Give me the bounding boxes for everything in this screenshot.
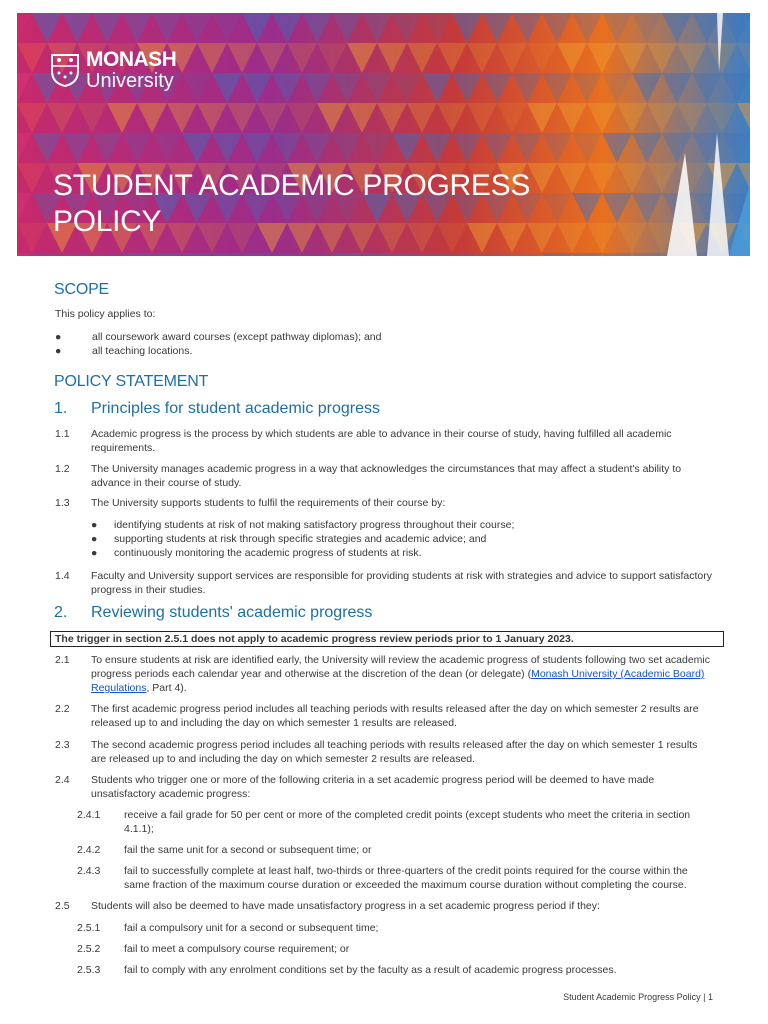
trigger-notice-box: The trigger in section 2.5.1 does not apply to academic progress review periods prior to 1 January 2023. <box>50 631 724 647</box>
clause-1-1: 1.1 Academic progress is the process by which students are able to advance in their course of study, having fulfilled all academic requirements. <box>55 428 672 454</box>
scope-bullet: ● all teaching locations. <box>55 345 193 357</box>
banner-tile <box>62 253 92 256</box>
clause-2-5-1: 2.5.1 fail a compulsory unit for a second or subsequent time; <box>77 922 379 934</box>
banner-tile <box>122 253 152 256</box>
banner-tile <box>332 253 362 256</box>
banner-tile <box>182 253 212 256</box>
title-line-1: STUDENT ACADEMIC PROGRESS <box>53 169 531 202</box>
clause-1-4: 1.4 Faculty and University support services are responsible for providing students at risk with strategies and advice to support satisfactory progress in their studies. <box>55 570 712 596</box>
banner-tile <box>212 253 242 256</box>
clause-2-4-3: 2.4.3 fail to successfully complete at least half, two-thirds or three-quarters of the credit points required for the course within the same fraction of the maximum course duration or exceeded the maximum course duration without completing the course. <box>77 865 688 891</box>
clause-2-2: 2.2 The first academic progress period includes all teaching periods with results released after the day on which semester 2 results are released up to and including the day on which semester 1 results are released. <box>55 703 699 729</box>
policy-statement-heading: POLICY STATEMENT <box>54 373 209 390</box>
logo-word-university: University <box>86 70 174 92</box>
scope-heading: SCOPE <box>54 281 110 298</box>
banner-tile <box>362 253 392 256</box>
banner-tile <box>92 253 122 256</box>
document-title <box>53 168 530 240</box>
clause-1-3: 1.3 The University supports students to fulfil the requirements of their course by: <box>55 497 446 509</box>
banner-tile <box>512 253 542 256</box>
banner-tile <box>482 253 512 256</box>
banner-tile <box>17 253 32 256</box>
scope-intro: This policy applies to: <box>55 308 156 320</box>
banner-tile <box>302 253 332 256</box>
clause-2-5: 2.5 Students will also be deemed to have made unsatisfactory progress in a set academic progress period if they: <box>55 900 600 912</box>
logo-word-monash: MONASH <box>86 48 177 71</box>
clause-1-3-bullet: ● identifying students at risk of not making satisfactory progress throughout their course; <box>91 519 515 531</box>
banner-tile <box>422 253 452 256</box>
page-footer: Student Academic Progress Policy | 1 <box>563 992 713 1002</box>
banner-tile <box>152 253 182 256</box>
banner-tile <box>32 253 62 256</box>
banner-tile <box>572 253 602 256</box>
banner-tile <box>272 253 302 256</box>
banner-tile <box>602 253 632 256</box>
clause-2-4-1: 2.4.1 receive a fail grade for 50 per cent or more of the completed credit points (except students who meet the criteria in section 4.1.1); <box>77 809 691 835</box>
section-2-heading: 2. Reviewing students' academic progress <box>54 604 373 621</box>
header-banner <box>17 13 750 256</box>
clause-2-3: 2.3 The second academic progress period includes all teaching periods with results released after the day on which semester 1 results are released up to and including the day on which semester 2 results are released. <box>55 739 698 765</box>
section-1-heading: 1. Principles for student academic progress <box>54 400 381 417</box>
regulations-link[interactable]: Monash University (Academic Board) Regulations <box>91 668 705 694</box>
crest-icon <box>50 53 80 87</box>
clause-2-5-3: 2.5.3 fail to comply with any enrolment conditions set by the faculty as a result of academic progress processes. <box>77 964 617 976</box>
clause-2-1: 2.1 To ensure students at risk are identified early, the University will review the academic progress of students following two set academic progress periods each calendar year and otherwise at the discretion of the dean (or delegate) (Monash University (Academic Board) Regulations, Part 4). <box>55 654 711 694</box>
clause-1-3-bullet: ● supporting students at risk through specific strategies and academic advice; and <box>91 533 487 545</box>
title-line-2: POLICY <box>53 205 162 238</box>
banner-tile <box>632 253 662 256</box>
banner-tile <box>242 253 272 256</box>
banner-tile <box>392 253 422 256</box>
banner-tile <box>452 253 482 256</box>
banner-tile <box>542 253 572 256</box>
clause-2-5-2: 2.5.2 fail to meet a compulsory course requirement; or <box>77 943 350 955</box>
scope-bullet: ● all coursework award courses (except pathway diplomas); and <box>55 331 382 343</box>
clause-1-2: 1.2 The University manages academic progress in a way that acknowledges the circumstances that may affect a student's ability to advance in their course of study. <box>55 463 682 489</box>
clause-2-4: 2.4 Students who trigger one or more of the following criteria in a set academic progress period will be deemed to have made unsatisfactory academic progress: <box>55 774 655 800</box>
clause-1-3-bullet: ● continuously monitoring the academic progress of students at risk. <box>91 547 422 559</box>
monash-logo <box>50 49 176 91</box>
clause-2-4-2: 2.4.2 fail the same unit for a second or subsequent time; or <box>77 844 372 856</box>
